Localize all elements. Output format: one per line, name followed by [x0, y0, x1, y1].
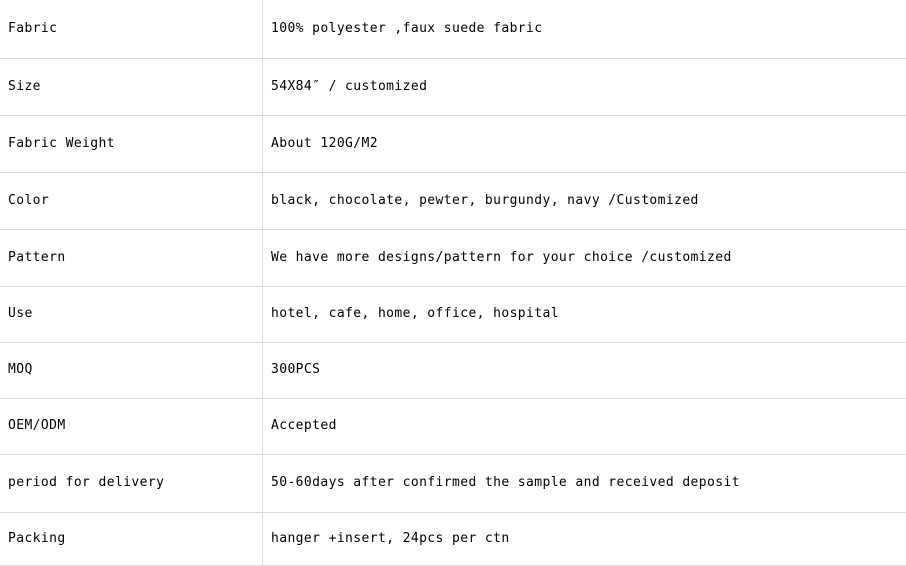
table-cell-value: 300PCS [263, 343, 906, 399]
table-cell-label: Use [0, 287, 263, 343]
table-cell-value: 54X84″ / customized [263, 59, 906, 116]
table-row [0, 0, 906, 59]
table-cell-value: black, chocolate, pewter, burgundy, navy /Customized [263, 173, 906, 230]
table-row [0, 59, 906, 116]
table-row [0, 399, 906, 455]
table-cell-label: Pattern [0, 230, 263, 287]
table-cell-label: period for delivery [0, 455, 263, 513]
table-row [0, 455, 906, 513]
table-cell-value: About 120G/M2 [263, 116, 906, 173]
table-row [0, 230, 906, 287]
table-cell-label: Fabric Weight [0, 116, 263, 173]
table-row [0, 343, 906, 399]
table-cell-value: 50-60days after confirmed the sample and received deposit [263, 455, 906, 513]
table-row [0, 513, 906, 566]
table-cell-label: Color [0, 173, 263, 230]
table-cell-value: hotel, cafe, home, office, hospital [263, 287, 906, 343]
table-cell-label: Size [0, 59, 263, 116]
table-row [0, 287, 906, 343]
table-cell-value: hanger +insert, 24pcs per ctn [263, 513, 906, 566]
table-cell-value: We have more designs/pattern for your choice /customized [263, 230, 906, 287]
table-cell-label: Packing [0, 513, 263, 566]
table-cell-label: Fabric [0, 0, 263, 59]
table-row [0, 116, 906, 173]
table-cell-label: OEM/ODM [0, 399, 263, 455]
table-row [0, 173, 906, 230]
table-cell-value: Accepted [263, 399, 906, 455]
table-cell-label: MOQ [0, 343, 263, 399]
table-cell-value: 100% polyester ,faux suede fabric [263, 0, 906, 59]
